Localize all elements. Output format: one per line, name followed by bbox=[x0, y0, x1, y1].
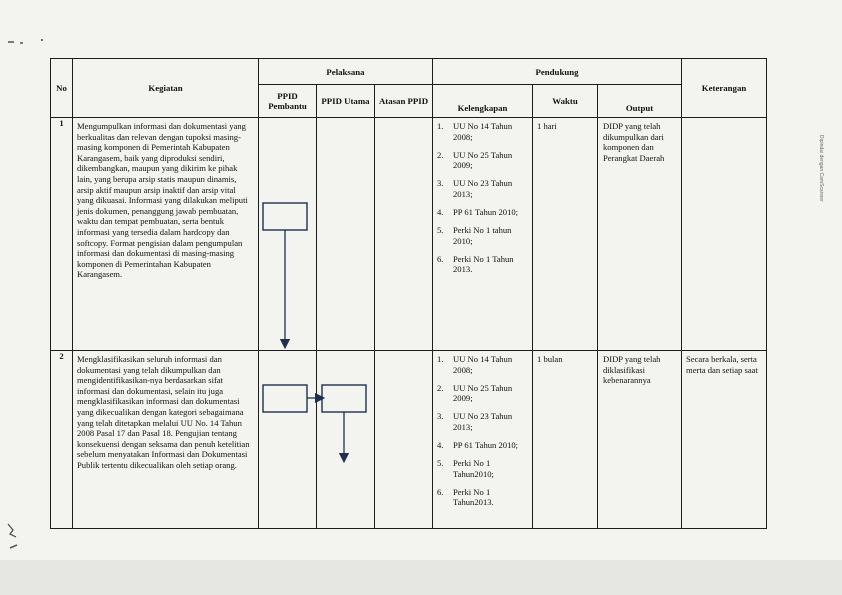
header-ppid-utama: PPID Utama bbox=[317, 85, 375, 118]
header-keterangan: Keterangan bbox=[682, 59, 767, 118]
procedure-table bbox=[50, 58, 767, 529]
cell-ppid-pembantu bbox=[259, 118, 317, 351]
row-number: 2 bbox=[51, 351, 73, 529]
row-output: DIDP yang telah dikumpulkan dari komponen dan Perangkat Daerah bbox=[598, 118, 682, 351]
row-kegiatan: Mengumpulkan informasi dan dokumentasi yang berkualitas dan relevan dengan tupoksi masing-masing komponen di Pemerintah Kabupaten Karangasem, baik yang diproduksi sendiri, dikembangkan, maupun yang dikirim ke pihak lain, yang berupa arsip statis maupun dinamis, arsip aktif maupun arsip inaktif dan arsip vital yang dikuasai. Informasi yang dilakukan meliputi jenis dokumen, penanggung jawab pembuatan, waktu dan tempat pembuatan, serta bentuk informasi yang tersedia dalam hardcopy dan softcopy. Format pengisian dalam pengumpulan informasi dan dokumentasi di masing-masing komponen di Pemerintahan Kabupaten Karangasem. bbox=[73, 118, 259, 351]
header-output: Output bbox=[598, 85, 682, 118]
list-item: 5. Perki No 1 tahun 2010; bbox=[437, 225, 512, 246]
row-waktu: 1 hari bbox=[533, 118, 598, 351]
row-kegiatan: Mengklasifikasikan seluruh informasi dan dokumentasi yang telah dikumpulkan dan mengidentifikasikan-nya berdasarkan sifat informasi dan dokumentasi, selain itu juga mengklasifikasikan informasi dan dokumentasi yang dikecualikan dengan kategori sebagaimana yang telah ditetapkan melalui UU No. 14 Tahun 2008 Pasal 17 dan Pasal 18. Pengujian tentang konsekuensi dengan seksama dan penuh ketelitian sebelum menyatakan Informasi dan Dokumentasi Publik tertentu dikecualikan oleh setiap orang. bbox=[73, 351, 259, 529]
header-no: No bbox=[51, 59, 73, 118]
row-output: DIDP yang telah diklasifikasi kebenarannya bbox=[598, 351, 682, 529]
row-keterangan: Secara berkala, serta merta dan setiap saat bbox=[682, 351, 767, 529]
header-ppid-pembantu: PPID Pembantu bbox=[259, 85, 317, 118]
scanner-watermark: Dipindai dengan CamScanner bbox=[818, 135, 824, 202]
list-item: 3. UU No 23 Tahun 2013; bbox=[437, 411, 513, 432]
header-atasan-ppid: Atasan PPID bbox=[375, 85, 433, 118]
row-number: 1 bbox=[51, 118, 73, 351]
list-item: 1. UU No 14 Tahun 2008; bbox=[437, 354, 513, 375]
row-waktu: 1 bulan bbox=[533, 351, 598, 529]
list-item: 4. PP 61 Tahun 2010; bbox=[437, 440, 519, 451]
list-item: 6. Perki No 1 Tahun2013. bbox=[437, 486, 494, 508]
cell-ppid-pembantu bbox=[259, 351, 317, 529]
list-item: 4. PP 61 Tahun 2010; bbox=[437, 207, 519, 218]
cell-atasan-ppid bbox=[375, 118, 433, 351]
table-row bbox=[51, 351, 767, 529]
row-keterangan bbox=[682, 118, 767, 351]
list-item: 3. UU No 23 Tahun 2013; bbox=[437, 178, 513, 199]
header-waktu: Waktu bbox=[533, 85, 598, 118]
header-kegiatan: Kegiatan bbox=[73, 59, 259, 118]
list-item: 6. Perki No 1 Tahun 2013. bbox=[437, 253, 514, 275]
row-kelengkapan bbox=[433, 351, 533, 529]
list-item: 2. UU No 25 Tahun 2009; bbox=[437, 149, 513, 171]
list-item: 2. UU No 25 Tahun 2009; bbox=[437, 382, 513, 404]
list-item: 1. UU No 14 Tahun 2008; bbox=[437, 121, 513, 142]
cell-atasan-ppid bbox=[375, 351, 433, 529]
list-item: 5. Perki No 1 Tahun2010; bbox=[437, 458, 494, 479]
header-pelaksana: Pelaksana bbox=[259, 59, 433, 85]
header-pendukung: Pendukung bbox=[433, 59, 682, 85]
table-row bbox=[51, 118, 767, 351]
cell-ppid-utama bbox=[317, 118, 375, 351]
row-kelengkapan bbox=[433, 118, 533, 351]
cell-ppid-utama bbox=[317, 351, 375, 529]
header-kelengkapan: Kelengkapan bbox=[433, 85, 533, 118]
